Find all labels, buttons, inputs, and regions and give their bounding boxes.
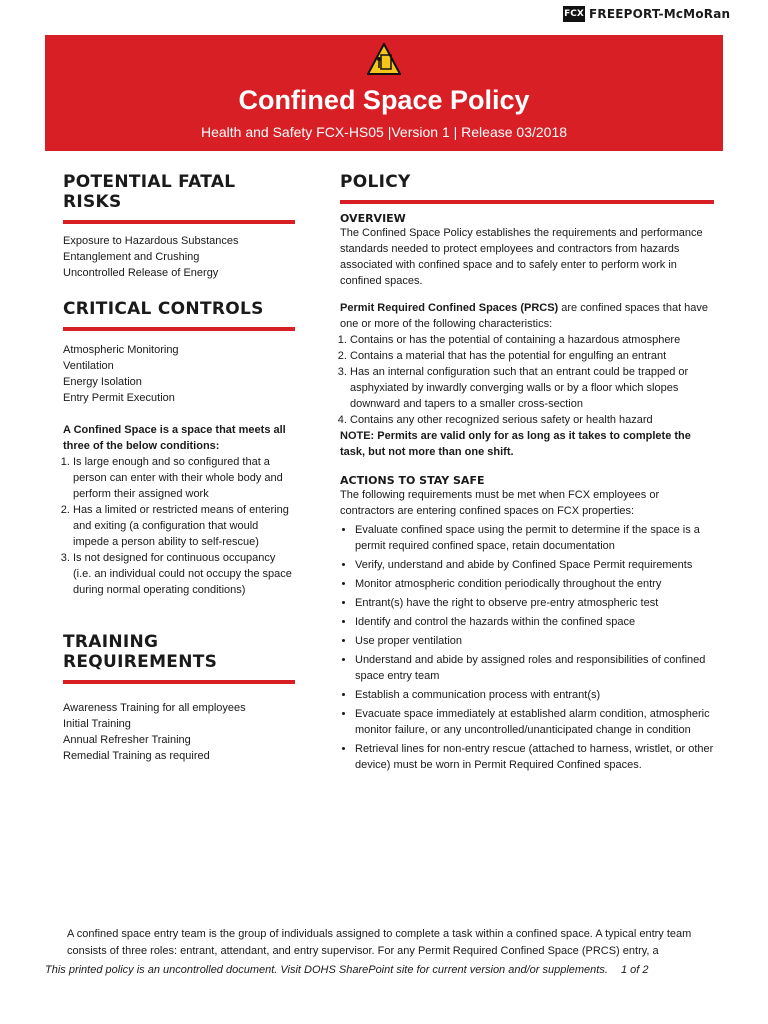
actions-heading: ACTIONS TO STAY SAFE [340,474,485,487]
list-item: • Evaluate confined space using the permit to determine if the space is a permit required confined space, retain documentation [355,522,714,554]
prcs-term: Permit Required Confined Spaces (PRCS) [340,302,559,314]
prcs-intro [340,300,714,332]
list-item: Energy Isolation [63,376,142,388]
list-item: 2. Has a limited or restricted means of entering and exiting (a configuration that would impede a person ability to self-rescue) [73,502,295,550]
training-list [63,700,295,764]
document-title: Confined Space Policy [238,85,530,115]
actions-list [340,522,714,773]
section-rule [63,680,295,684]
left-column [63,172,295,764]
list-item: Exposure to Hazardous Substances [63,235,239,247]
list-item: Initial Training [63,718,131,730]
list-item: Atmospheric Monitoring [63,344,179,356]
fatal-risks-list [63,233,295,281]
logo-mark: FCX [563,6,585,22]
footer-disclaimer: This printed policy is an uncontrolled document. Visit DOHS SharePoint site for current version and/or supplements. [45,964,608,976]
prcs-description: are confined spaces that have one or more of the following characteristics: [340,302,709,330]
permit-note: NOTE: Permits are valid only for as long as it takes to complete the task, but not more than one shift. [340,430,691,458]
overview-text: The Confined Space Policy establishes the requirements and performance standards needed to protect employees and contractors from hazards associated with confined space and to safely enter to perform work in confined spaces. [340,227,703,287]
list-item: Awareness Training for all employees [63,702,246,714]
list-item: 2. Contains a material that has the potential for engulfing an entrant [350,348,714,364]
list-item: 3. Is not designed for continuous occupancy (i.e. an individual could not occupy the space during normal operating conditions) [73,550,295,598]
list-item: Uncontrolled Release of Energy [63,267,219,279]
list-item: • Entrant(s) have the right to observe pre-entry atmospheric test [355,595,714,611]
fatal-risks-heading: POTENTIAL FATAL RISKS [63,172,236,212]
policy-heading: POLICY [340,172,411,192]
list-item: • Understand and abide by assigned roles and responsibilities of confined space entry team [355,652,714,684]
list-item: • Retrieval lines for non-entry rescue (attached to harness, wristlet, or other device) must be worn in Permit Required Confined spaces. [355,741,714,773]
training-heading: TRAINING REQUIREMENTS [63,632,218,672]
list-item: 1. Contains or has the potential of containing a hazardous atmosphere [350,332,714,348]
list-item: 4. Contains any other recognized serious safety or health hazard [350,412,714,428]
confined-space-definition: A Confined Space is a space that meets all three of the below conditions: [63,424,286,452]
page-number: 1 of 2 [620,964,649,976]
list-item: • Identify and control the hazards within the confined space [355,614,714,630]
confined-space-warning-icon [367,43,401,75]
right-column [340,172,714,776]
list-item: • Use proper ventilation [355,633,714,649]
critical-controls-heading: CRITICAL CONTROLS [63,299,264,319]
critical-controls-list [63,342,295,406]
prcs-list [340,332,714,428]
actions-intro: The following requirements must be met when FCX employees or contractors are entering confined spaces on FCX properties: [340,489,660,517]
list-item: • Monitor atmospheric condition periodically throughout the entry [355,576,714,592]
list-item: 3. Has an internal configuration such that an entrant could be trapped or asphyxiated by inwardly converging walls or by a floor which slopes downward and tapers to a smaller cross-section [350,364,714,412]
list-item: 1. Is large enough and so configured that a person can enter with their whole body and perform their assigned work [73,454,295,502]
section-rule [63,220,295,224]
section-rule [63,327,295,331]
conditions-list [63,454,295,598]
list-item: Remedial Training as required [63,750,210,762]
list-item: Ventilation [63,360,114,372]
list-item: Entanglement and Crushing [63,251,200,263]
entry-team-paragraph: A confined space entry team is the group of individuals assigned to complete a task within a confined space. A typical entry team consists of three roles: entrant, attendant, and entry supervisor. For any Permit Required Confined Space (PRCS) entry, a [67,928,692,957]
document-subtitle: Health and Safety FCX-HS05 |Version 1 | Release 03/2018 [200,124,568,140]
section-rule [340,200,714,204]
list-item: • Evacuate space immediately at established alarm condition, atmospheric monitor failure, or any uncontrolled/unanticipated change in condition [355,706,714,738]
freeport-logo [563,6,730,22]
title-banner [45,35,723,151]
overview-heading: OVERVIEW [340,212,406,225]
logo-text: FREEPORT-McMoRan [589,7,731,21]
list-item: • Verify, understand and abide by Confined Space Permit requirements [355,557,714,573]
page-footer [45,964,649,976]
list-item: • Establish a communication process with entrant(s) [355,687,714,703]
list-item: Entry Permit Execution [63,392,175,404]
list-item: Annual Refresher Training [63,734,191,746]
